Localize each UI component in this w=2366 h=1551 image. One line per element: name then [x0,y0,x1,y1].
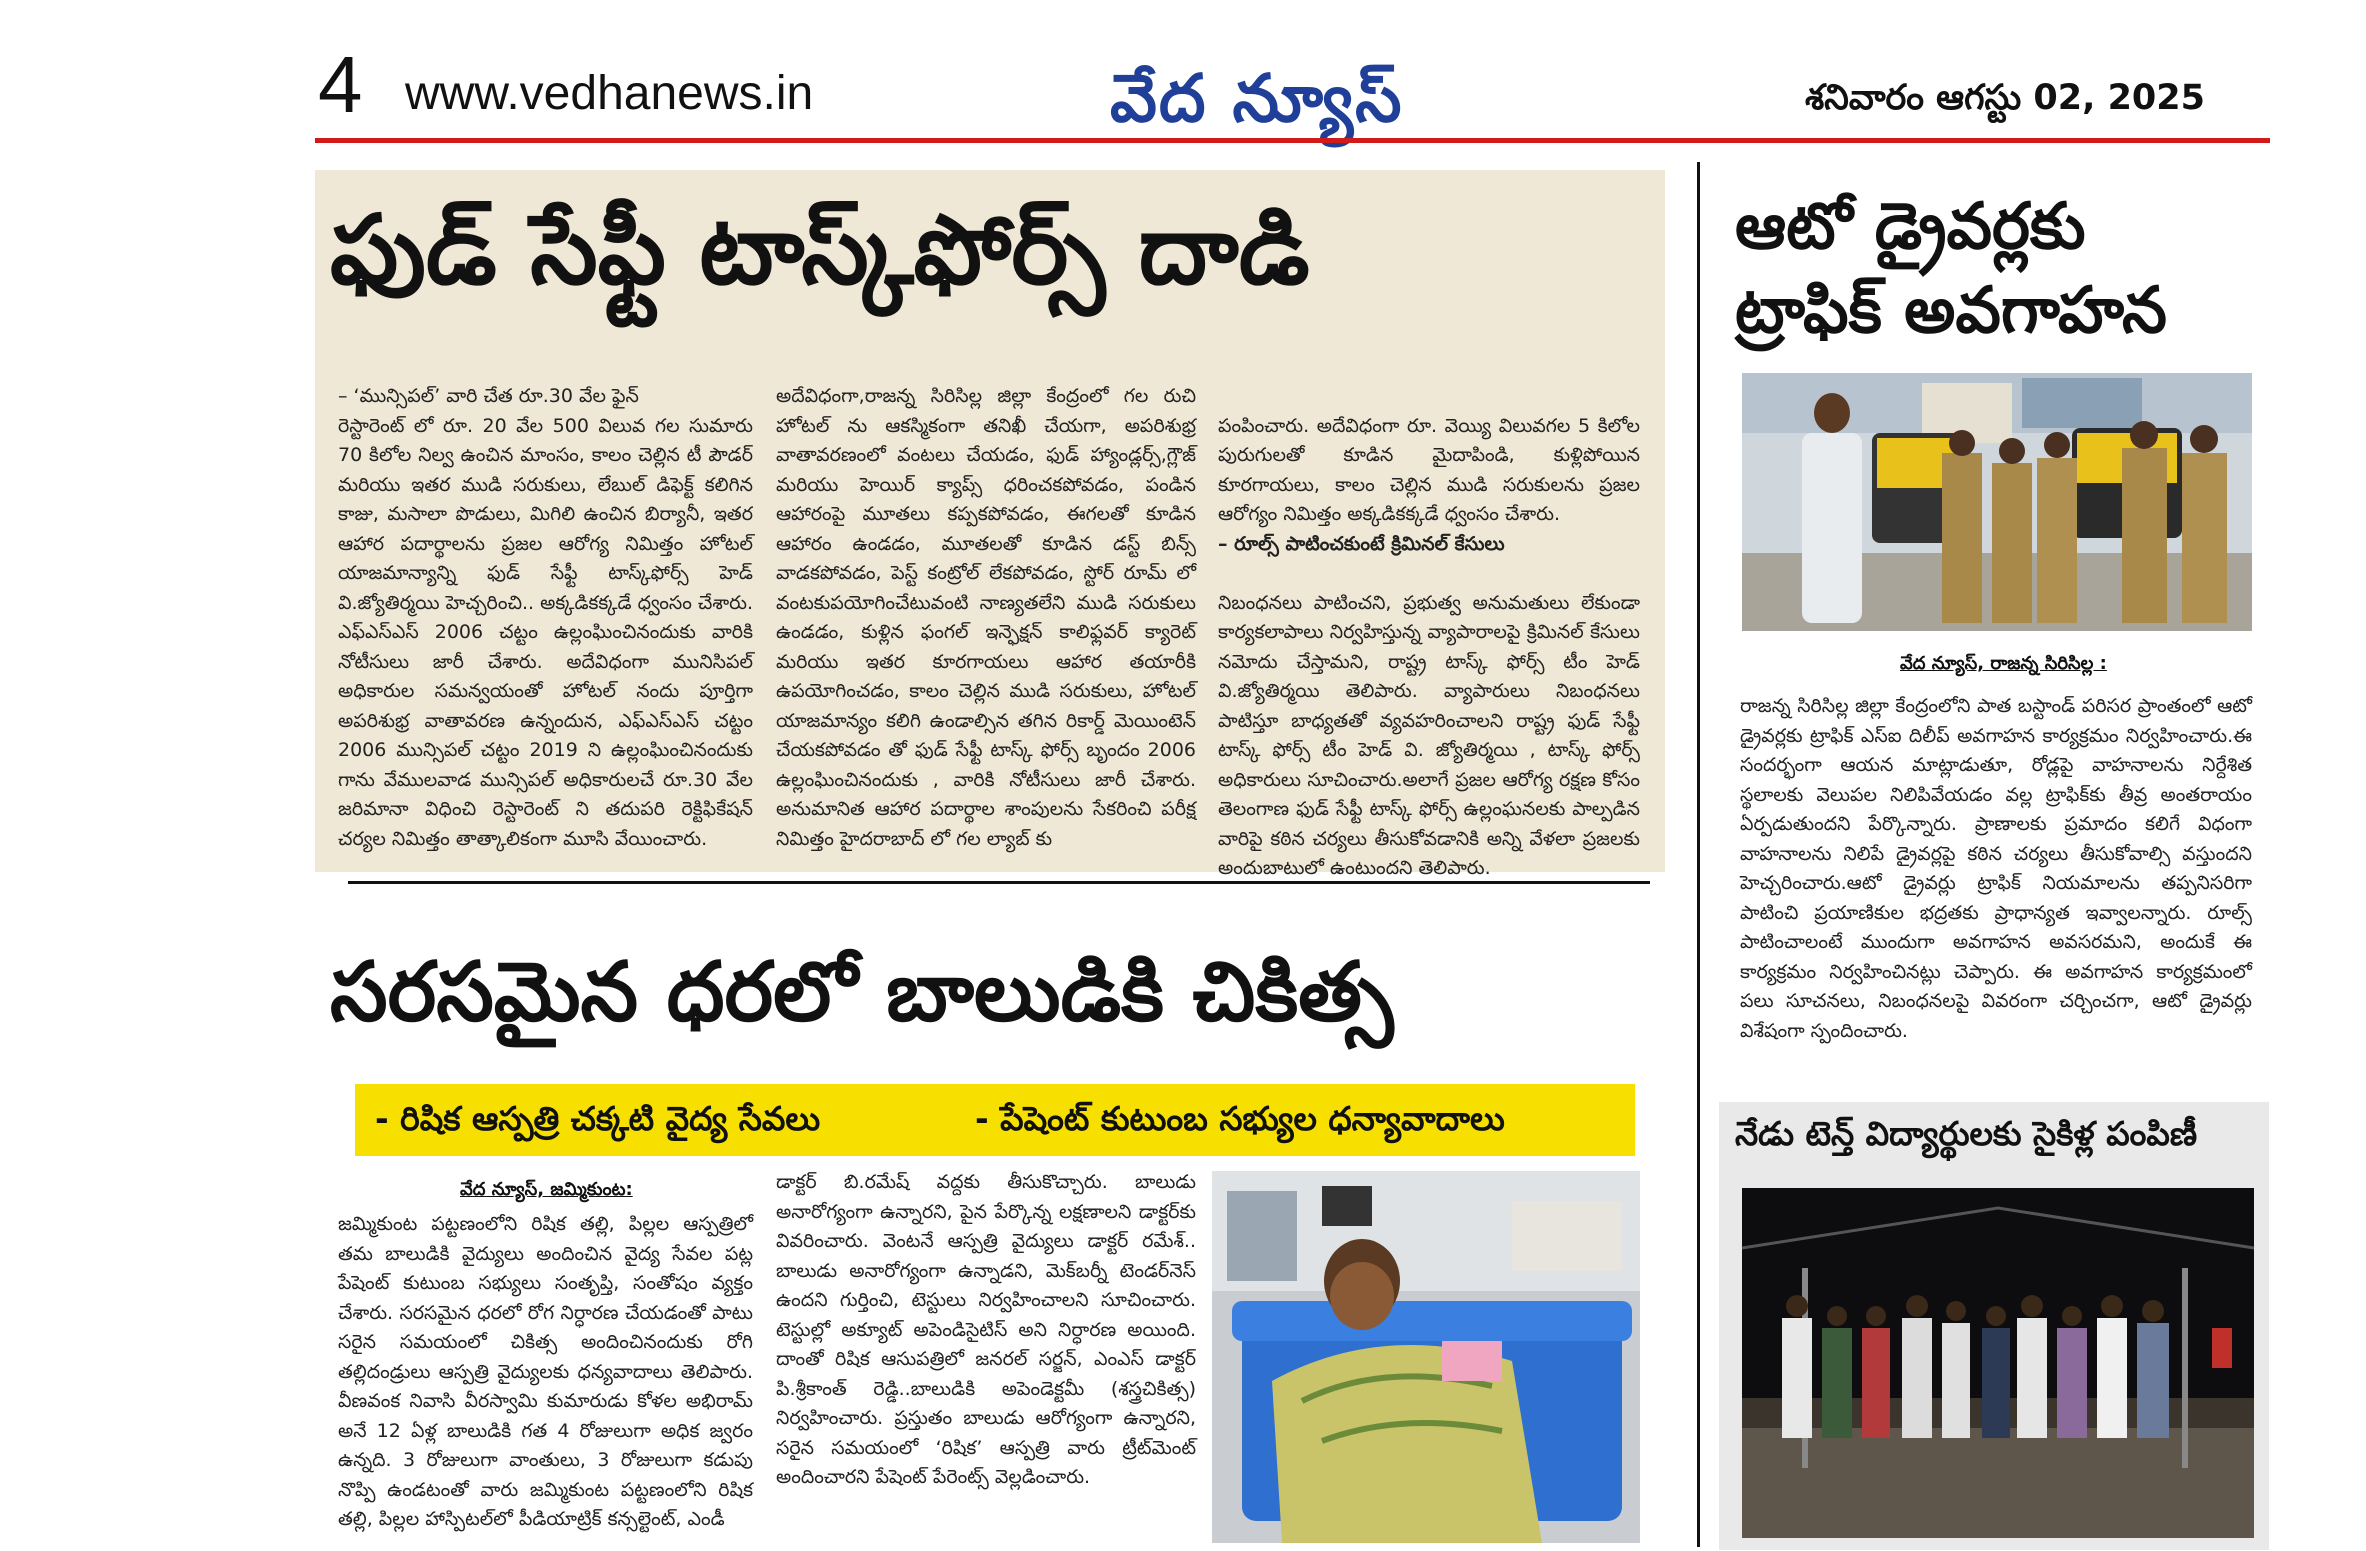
cycle-headline: నేడు టెన్త్ విద్యార్థులకు సైకిళ్ల పంపిణీ [1735,1114,2198,1153]
subheadline-2: - పేషెంట్ కుటుంబ సభ్యుల ధన్యావాదాలు [975,1099,1505,1138]
second-column-2: డాక్టర్ బి.రమేష్ వద్దకు తీసుకొచ్చారు. బాలుడు అనారోగ్యంగా ఉన్నారని, పైన పేర్కొన్న లక్షణాలని డాక్టర్‌కు వివరించారు. వెంటనే ఆస్పత్రి వైద్యులు డాక్టర్ రమేశ్.. బాలుడు అనారోగ్యంగా ఉన్నాడని, మెక్‌బర్నీ టెండర్‌నెస్ ఉందని గుర్తించి, టెస్టులు నిర్వహించాలని సూచించారు. టెస్టుల్లో అక్యూట్ అపెండిసైటిస్ అని నిర్ధారణ అయింది. దాంతో రిషిక ఆసుపత్రిలో జనరల్ సర్జన్, ఎంఎస్ డాక్టర్ పి.శ్రీకాంత్ రెడ్డి..బాలుడికి అపెండెక్టమీ (శస్త్రచికిత్స) నిర్వహించారు. ప్రస్తుతం బాలుడు ఆరోగ్యంగా ఉన్నారని, సరైన సమయంలో ‘రిషిక’ ఆస్పత్రి వారు ట్రీట్‌మెంట్ అందించారని పేషెంట్ పేరెంట్స్ వెల్లడించారు. [776,1171,1196,1488]
column-divider [1697,162,1700,1547]
issue-date: శనివారం ఆగస్టు 02, 2025 [1805,78,2205,118]
cycle-event-photo [1742,1188,2254,1538]
lead-headline: ఫుడ్ సేఫ్టీ టాస్క్‌ఫోర్స్ దాడి [330,194,1310,306]
dateline-sircilla: వేద న్యూస్, రాజన్న సిరిసిల్ల : [1900,653,2107,674]
second-headline: సరసమైన ధరలో బాలుడికి చికిత్స [330,945,1394,1040]
lead-column-1: – ‘మున్సిపల్’ వారి చేత రూ.30 వేల ఫైన్ రెస్టారెంట్ లో రూ. 20 వేల 500 విలువ గల సుమారు 70 కిలోల నిల్వ ఉంచిన మాంసం, కాలం చెల్లిన టీ పౌడర్ మరియు ఇతర ముడి సరుకులు, లేబుల్ డిఫెక్ట్ కలిగిన కాజు, మసాలా పొడులు, మిగిలి ఉంచిన బిర్యానీ, ఇతర ఆహార పదార్థాలను ప్రజల ఆరోగ్య నిమిత్తం హోటల్ యాజమాన్యాన్ని ఫుడ్ సేఫ్టీ టాస్క్‌ఫోర్స్ హెడ్ వి.జ్యోతిర్మయి హెచ్చరించి.. అక్కడికక్కడే ధ్వంసం చేశారు. ఎఫ్ఎస్ఎస్ 2006 చట్టం ఉల్లంఘించినందుకు వారికి నోటీసులు జారీ చేశారు. అదేవిధంగా మునిసిపల్ అధికారుల సమన్వయంతో హోటల్ నందు పూర్తిగా అపరిశుభ్ర వాతావరణ ఉన్నందున, ఎఫ్ఎస్ఎస్ చట్టం 2006 మున్సిపల్ చట్టం 2019 ని ఉల్లంఘించినందుకు గాను వేములవాడ మున్సిపల్ అధికారులచే రూ.30 వేల జరిమానా విధించి రెస్టారెంట్ ని తదుపరి రెక్టిఫికేషన్ చర్యల నిమిత్తం తాత్కాలికంగా మూసి వేయించారు. [338,385,753,850]
website-url[interactable]: www.vedhanews.in [405,67,814,120]
second-column-1: జమ్మికుంట పట్టణంలోని రిషిక తల్లి, పిల్లల ఆస్పత్రిలో తమ బాలుడికి వైద్యులు అందించిన వైద్య సేవల పట్ల పేషెంట్ కుటుంబ సభ్యులు సంతృప్తి, సంతోషం వ్యక్తం చేశారు. సరసమైన ధరలో రోగ నిర్ధారణ చేయడంతో పాటు సరైన సమయంలో చికిత్స అందించినందుకు రోగి తల్లిదండ్రులు ఆస్పత్రి వైద్యులకు ధన్యవాదాలు తెలిపారు. వీణవంక నివాసి వీరస్వామి కుమారుడు కోళల అభిరామ్ అనే 12 ఏళ్ల బాలుడికి గత 4 రోజులుగా అధిక జ్వరం ఉన్నది. 3 రోజులుగా వాంతులు, 3 రోజులుగా కడుపు నొప్పి ఉండటంతో వారు జమ్మికుంట పట్టణంలోని రిషిక తల్లి, పిల్లల హాస్పిటల్‌లో పీడియాట్రిక్ కన్సల్టెంట్, ఎండీ [338,1213,753,1530]
dateline-jammikunta: వేద న్యూస్, జమ్మికుంట: [460,1179,633,1200]
masthead-divider [315,138,2270,143]
lead-column-3 [1218,382,1640,879]
page-number: 4 [318,40,363,129]
lead-subhead: – రూల్స్ పాటించకుంటే క్రిమినల్ కేసులు [1218,532,1505,555]
auto-drivers-photo [1742,373,2252,631]
hospital-photo [1212,1171,1640,1543]
newspaper-logo: వేద న్యూస్ [1110,60,1404,137]
lead-column-3-para-2: నిబంధనలు పాటించని, ప్రభుత్వ అనుమతులు లేకుండా కార్యకలాపాలు నిర్వహిస్తున్న వ్యాపారాలపై క్రిమినల్ కేసులు నమోదు చేస్తామని, రాష్ట్ర టాస్క్ ఫోర్స్ టీం హెడ్ వి.జ్యోతిర్మయి తెలిపారు. వ్యాపారులు నిబంధనలు పాటిస్తూ బాధ్యతతో వ్యవహరించాలని రాష్ట్ర ఫుడ్ సేఫ్టీ టాస్క్ ఫోర్స్ టీం హెడ్ వి. జ్యోతిర్మయి , టాస్క్ ఫోర్స్ అధికారులు సూచించారు.అలాగే ప్రజల ఆరోగ్య రక్షణ కోసం తెలంగాణ ఫుడ్ సేఫ్టీ టాస్క్ ఫోర్స్ ఉల్లంఘనలకు పాల్పడిన వారిపై కఠిన చర్యలు తీసుకోవడానికి అన్ని వేళలా ప్రజలకు అందుబాటులో ఉంటుందని తెలిపారు. [1218,591,1640,879]
lead-column-2: అదేవిధంగా,రాజన్న సిరిసిల్ల జిల్లా కేంద్రంలో గల రుచి హోటల్ ను ఆకస్మికంగా తనిఖీ చేయగా, అపరిశుభ్ర వాతావరణంలో వంటలు చేయడం, ఫుడ్ హ్యాండ్లర్స్,గ్లౌజ్ మరియు హెయిర్ క్యాప్స్ ధరించకపోవడం, పండిన ఆహారంపై మూతలు కప్పకపోవడం, ఈగలతో కూడిన ఆహారం ఉండడం, మూతలతో కూడిన డస్ట్ బిన్స్ వాడకపోవడం, పెస్ట్ కంట్రోల్ లేకపోవడం, స్టోర్ రూమ్ లో వంటకుపయోగించేటువంటి నాణ్యతలేని ముడి సరుకులు ఉండడం, కుళ్లిన ఫంగల్ ఇన్ఫెక్షన్ కాలిఫ్లవర్ క్యారెట్ మరియు ఇతర కూరగాయలు ఆహార తయారీకి ఉపయోగించడం, కాలం చెల్లిన ముడి సరుకులు, హోటల్ యాజమాన్యం కలిగి ఉండాల్సిన తగిన రికార్డ్ మెయింటెన్ చేయకపోవడం తో ఫుడ్ సేఫ్టీ టాస్క్ ఫోర్స్ బృందం 2006 ఉల్లంఘించినందుకు , వారికి నోటీసులు జారీ చేశారు. అనుమానిత ఆహార పదార్థాల శాంపులను సేకరించి పరీక్ష నిమిత్తం హైదరాబాద్ లో గల ల్యాబ్ కు [776,385,1196,850]
lead-column-3-para-1: పంపించారు. అదేవిధంగా రూ. వెయ్యి విలువగల 5 కిలోల పురుగులతో కూడిన మైదాపిండి, కుళ్లిపోయిన కూరగాయలు, కాలం చెల్లిన ముడి సరుకులను ప్రజల ఆరోగ్యం నిమిత్తం అక్కడికక్కడే ధ్వంసం చేశారు. [1218,414,1640,525]
auto-headline: ఆటో డ్రైవర్లకు ట్రాఫిక్ అవగాహన [1735,190,2167,348]
subheadline-1: - రిషిక ఆస్పత్రి చక్కటి వైద్య సేవలు [375,1099,821,1138]
story-divider [348,881,1650,884]
auto-story-body: రాజన్న సిరిసిల్ల జిల్లా కేంద్రంలోని పాత బస్టాండ్ పరిసర ప్రాంతంలో ఆటో డ్రైవర్లకు ట్రాఫిక్ ఎస్ఐ దిలీప్ అవగాహన కార్యక్రమం నిర్వహించారు.ఈ సందర్భంగా ఆయన మాట్లాడుతూ, రోడ్లపై వాహనాలను నిర్దేశిత స్థలాలకు వెలుపల నిలిపివేయడం వల్ల ట్రాఫిక్‌కు తీవ్ర అంతరాయం ఏర్పడుతుందని పేర్కొన్నారు. ప్రాణాలకు ప్రమాదం కలిగే విధంగా వాహనాలను నిలిపే డ్రైవర్లపై కఠిన చర్యలు తీసుకోవాల్సి వస్తుందని హెచ్చరించారు.ఆటో డ్రైవర్లు ట్రాఫిక్ నియమాలను తప్పనిసరిగా పాటించి ప్రయాణికుల భద్రతకు ప్రాధాన్యత ఇవ్వాలన్నారు. రూల్స్ పాటించాలంటే ముందుగా అవగాహన అవసరమని, అందుకే ఈ కార్యక్రమం నిర్వహించినట్లు చెప్పారు. ఈ అవగాహన కార్యక్రమంలో పలు సూచనలు, నిబంధనలపై వివరంగా చర్చించగా, ఆటో డ్రైవర్లు విశేషంగా స్పందించారు. [1740,695,2252,1042]
